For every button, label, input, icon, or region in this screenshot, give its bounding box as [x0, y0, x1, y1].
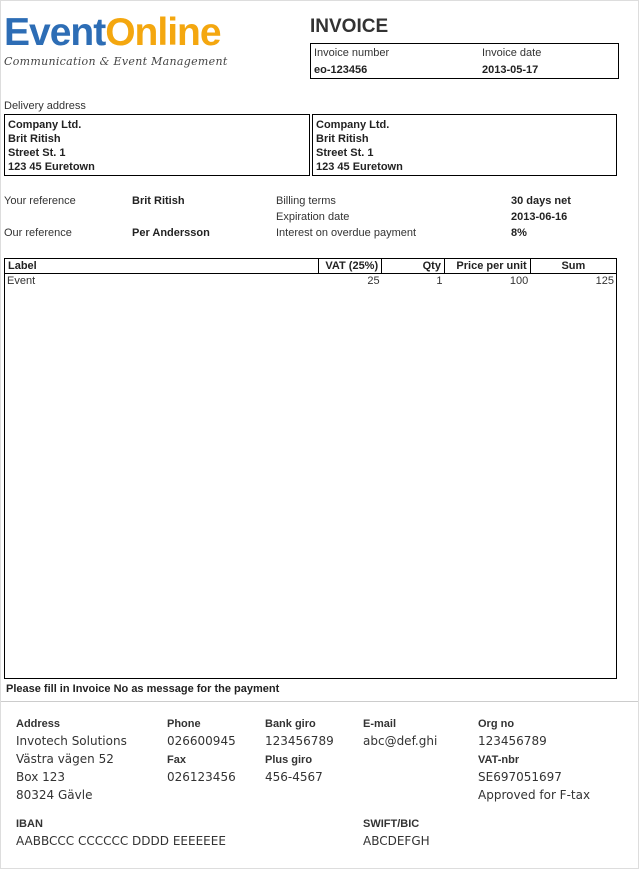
table-header-row [5, 259, 616, 274]
column-header-price: Price per unit [444, 259, 530, 274]
billing-right-line: 123 45 Euretown [316, 161, 403, 173]
cell-sum: 125 [595, 275, 614, 287]
address-label: Address [16, 718, 61, 730]
fax-label: Fax [167, 754, 186, 766]
expiration-date-value: 2013-06-16 [511, 211, 568, 223]
column-header-vat: VAT (25%) [319, 259, 382, 274]
address-line: Box 123 [16, 770, 66, 784]
swift-value: ABCDEFGH [363, 834, 430, 848]
invoice-title: INVOICE [310, 16, 389, 37]
vat-nbr-label: VAT-nbr [478, 754, 520, 766]
interest-label: Interest on overdue payment [276, 227, 417, 239]
swift-label: SWIFT/BIC [363, 818, 420, 830]
cell-label: Event [7, 275, 36, 287]
our-reference-label: Our reference [4, 227, 72, 239]
footer-divider [1, 701, 638, 702]
invoice-number-label: Invoice number [314, 47, 390, 59]
delivery-left-line: 123 45 Euretown [8, 161, 95, 173]
bank-giro-label: Bank giro [265, 718, 316, 730]
logo-event-text: Event [4, 11, 106, 54]
billing-address-box [312, 114, 617, 176]
billing-right-line: Company Ltd. [316, 119, 390, 131]
address-line: 80324 Gävle [16, 788, 93, 802]
delivery-left-line: Street St. 1 [8, 147, 66, 159]
iban-label: IBAN [16, 818, 43, 830]
delivery-left-line: Company Ltd. [8, 119, 82, 131]
delivery-left-line: Brit Ritish [8, 133, 61, 145]
plus-giro-value: 456-4567 [265, 770, 323, 784]
payment-note: Please fill in Invoice No as message for the payment [6, 683, 280, 695]
address-line: Västra vägen 52 [16, 752, 114, 766]
invoice-info-box [310, 43, 619, 79]
logo-tagline: Communication & Event Management [4, 55, 228, 68]
billing-right-line: Street St. 1 [316, 147, 374, 159]
delivery-address-box [4, 114, 310, 176]
org-no-value: 123456789 [478, 734, 547, 748]
your-reference-label: Your reference [4, 195, 76, 207]
f-tax-approval: Approved for F-tax [478, 788, 591, 802]
column-header-sum: Sum [530, 259, 616, 274]
cell-qty: 1 [436, 275, 443, 287]
billing-right-line: Brit Ritish [316, 133, 369, 145]
vat-nbr-value: SE697051697 [478, 770, 562, 784]
org-no-label: Org no [478, 718, 515, 730]
your-reference-value: Brit Ritish [132, 195, 185, 207]
phone-value: 026600945 [167, 734, 236, 748]
line-items-table [4, 258, 617, 679]
table-row [5, 274, 616, 289]
billing-terms-label: Billing terms [276, 195, 336, 207]
logo-online-text: Online [105, 11, 221, 54]
phone-label: Phone [167, 718, 201, 730]
email-value: abc@def.ghi [363, 734, 438, 748]
address-line: Invotech Solutions [16, 734, 127, 748]
expiration-date-label: Expiration date [276, 211, 350, 223]
interest-value: 8% [511, 227, 527, 239]
invoice-number-value: eo-123456 [314, 64, 368, 76]
delivery-address-label: Delivery address [4, 100, 86, 112]
our-reference-value: Per Andersson [132, 227, 210, 239]
column-header-qty: Qty [382, 259, 445, 274]
fax-value: 026123456 [167, 770, 236, 784]
company-logo [4, 11, 221, 55]
invoice-date-value: 2013-05-17 [482, 64, 539, 76]
column-header-label: Label [5, 259, 319, 274]
email-label: E-mail [363, 718, 397, 730]
plus-giro-label: Plus giro [265, 754, 313, 766]
iban-value: AABBCCC CCCCCC DDDD EEEEEEE [16, 834, 226, 848]
company-address [16, 732, 127, 804]
invoice-date-label: Invoice date [482, 47, 542, 59]
cell-vat: 25 [367, 275, 380, 287]
bank-giro-value: 123456789 [265, 734, 334, 748]
cell-price: 100 [509, 275, 529, 287]
billing-terms-value: 30 days net [511, 195, 571, 207]
